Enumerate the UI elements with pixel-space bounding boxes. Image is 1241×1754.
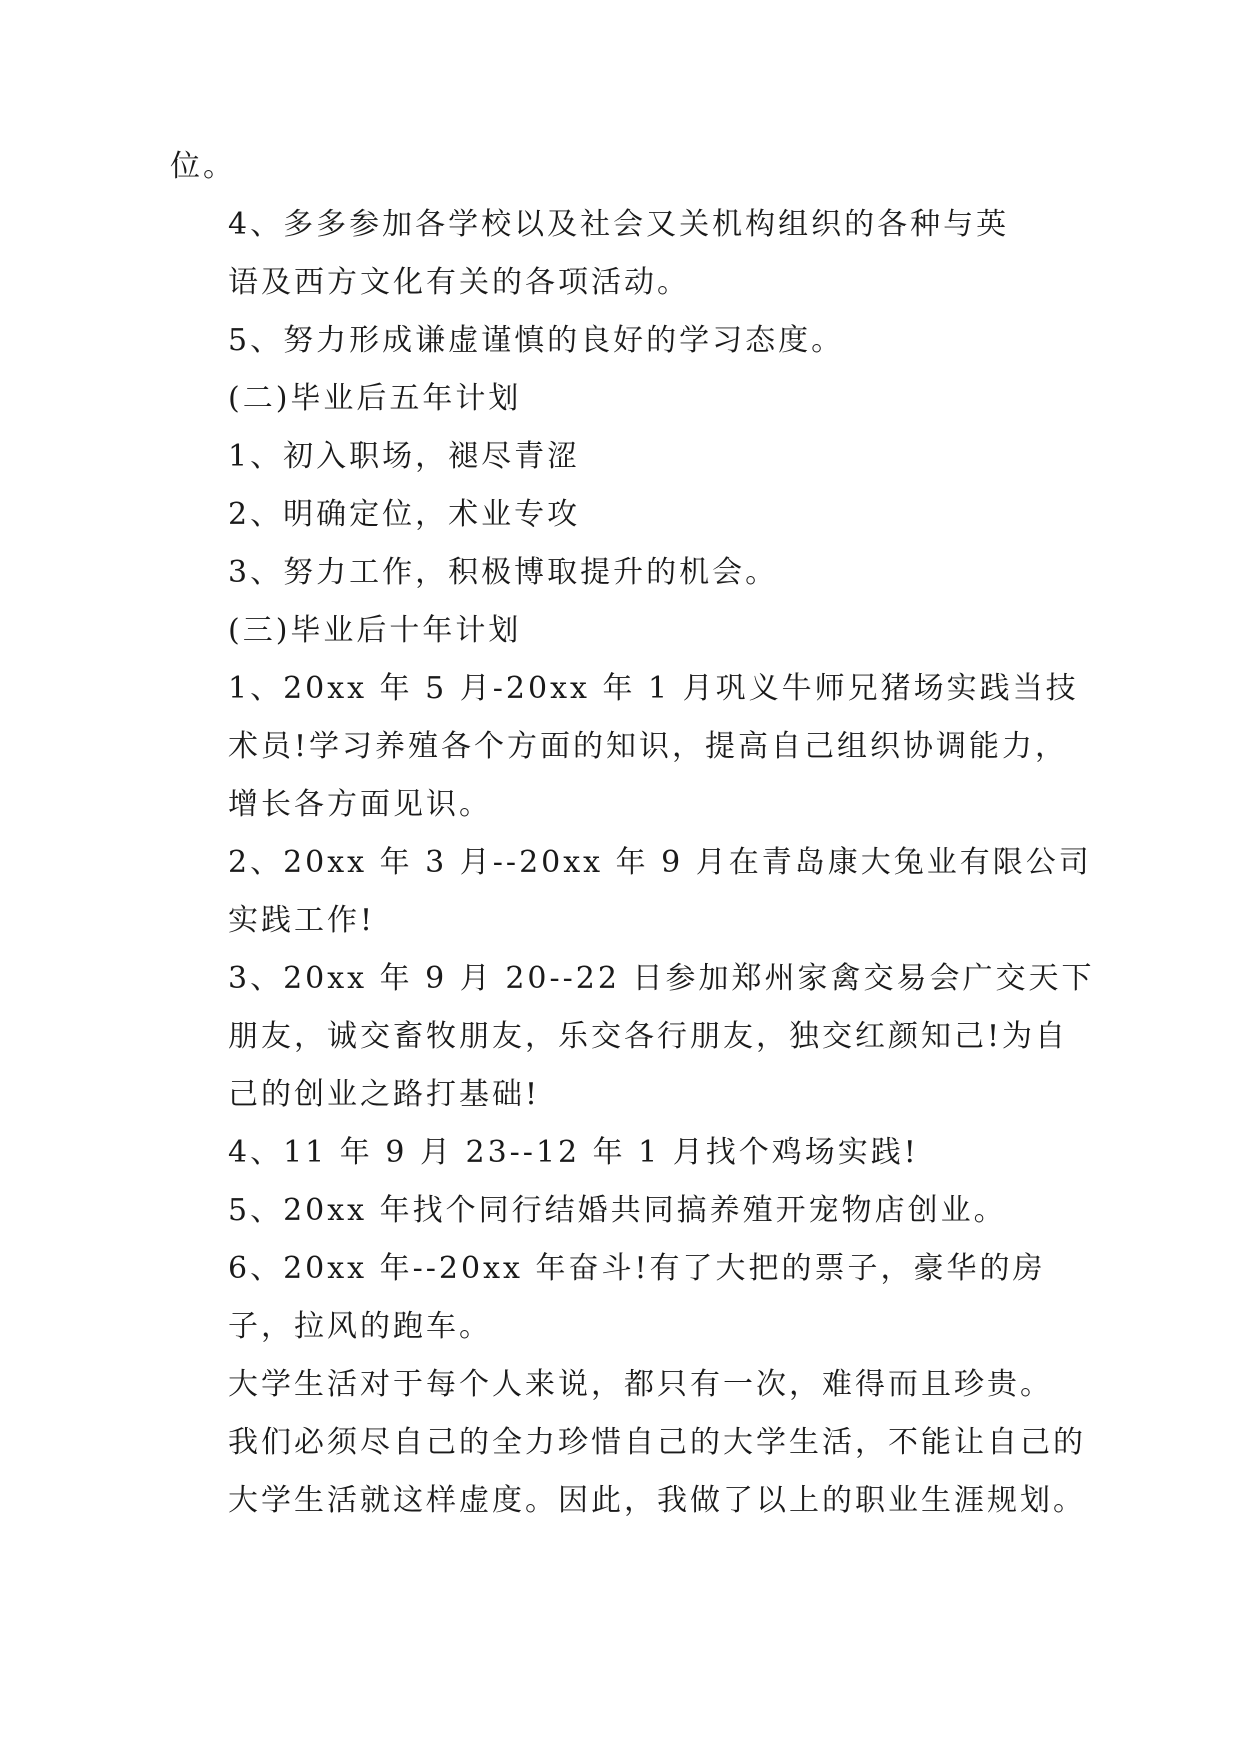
text-line: 大学生活就这样虚度。因此，我做了以上的职业生涯规划。 — [228, 1483, 1086, 1518]
text-line: (二)毕业后五年计划 — [228, 381, 522, 416]
paragraph-five-year-3 — [170, 544, 1040, 602]
text-line: 3、20xx 年 9 月 20--22 日参加郑州家禽交易会广交天下 — [228, 961, 1095, 996]
text-line: 3、努力工作，积极博取提升的机会。 — [228, 555, 779, 590]
text-line: 实践工作! — [228, 903, 376, 938]
text-line: 增长各方面见识。 — [228, 787, 492, 822]
text-line: 己的创业之路打基础! — [228, 1077, 541, 1112]
paragraph-five-year-2 — [170, 486, 1040, 544]
text-line: 2、20xx 年 3 月--20xx 年 9 月在青岛康大兔业有限公司 — [228, 845, 1092, 880]
text-line: 术员!学习养殖各个方面的知识，提高自己组织协调能力， — [228, 729, 1069, 764]
paragraph-ten-year-6 — [170, 1240, 1046, 1356]
text-line: 位。 — [170, 149, 236, 184]
text-line: 5、20xx 年找个同行结婚共同搞养殖开宠物店创业。 — [228, 1193, 1007, 1228]
paragraph-five-year-1 — [170, 428, 1040, 486]
text-line: 2、明确定位，术业专攻 — [228, 497, 581, 532]
paragraph-conclusion — [170, 1356, 1086, 1530]
text-line: 4、11 年 9 月 23--12 年 1 月找个鸡场实践! — [228, 1135, 919, 1170]
text-line: (三)毕业后十年计划 — [228, 613, 522, 648]
section-heading-five-year-plan — [170, 370, 1040, 428]
paragraph-ten-year-5 — [170, 1182, 1040, 1240]
section-heading-ten-year-plan — [170, 602, 1040, 660]
paragraph-continuation — [170, 138, 1040, 196]
text-line: 大学生活对于每个人来说，都只有一次，难得而且珍贵。 — [228, 1367, 1053, 1402]
text-line: 5、努力形成谦虚谨慎的良好的学习态度。 — [228, 323, 845, 358]
paragraph-goal-4 — [170, 196, 1040, 312]
text-line: 子，拉风的跑车。 — [228, 1309, 492, 1344]
paragraph-ten-year-4 — [170, 1124, 1040, 1182]
paragraph-ten-year-2 — [170, 834, 1092, 950]
paragraph-ten-year-1 — [170, 660, 1079, 834]
text-line: 1、初入职场，褪尽青涩 — [228, 439, 581, 474]
text-line: 语及西方文化有关的各项活动。 — [228, 265, 690, 300]
paragraph-ten-year-3 — [170, 950, 1095, 1124]
text-line: 6、20xx 年--20xx 年奋斗!有了大把的票子，豪华的房 — [228, 1251, 1046, 1286]
paragraph-goal-5 — [170, 312, 1040, 370]
document-page — [170, 138, 1095, 1530]
text-line: 我们必须尽自己的全力珍惜自己的大学生活，不能让自己的 — [228, 1425, 1086, 1460]
text-line: 1、20xx 年 5 月-20xx 年 1 月巩义牛师兄猪场实践当技 — [228, 671, 1079, 706]
text-line: 朋友，诚交畜牧朋友，乐交各行朋友，独交红颜知己!为自 — [228, 1019, 1069, 1054]
text-line: 4、多多参加各学校以及社会又关机构组织的各种与英 — [228, 207, 1010, 242]
